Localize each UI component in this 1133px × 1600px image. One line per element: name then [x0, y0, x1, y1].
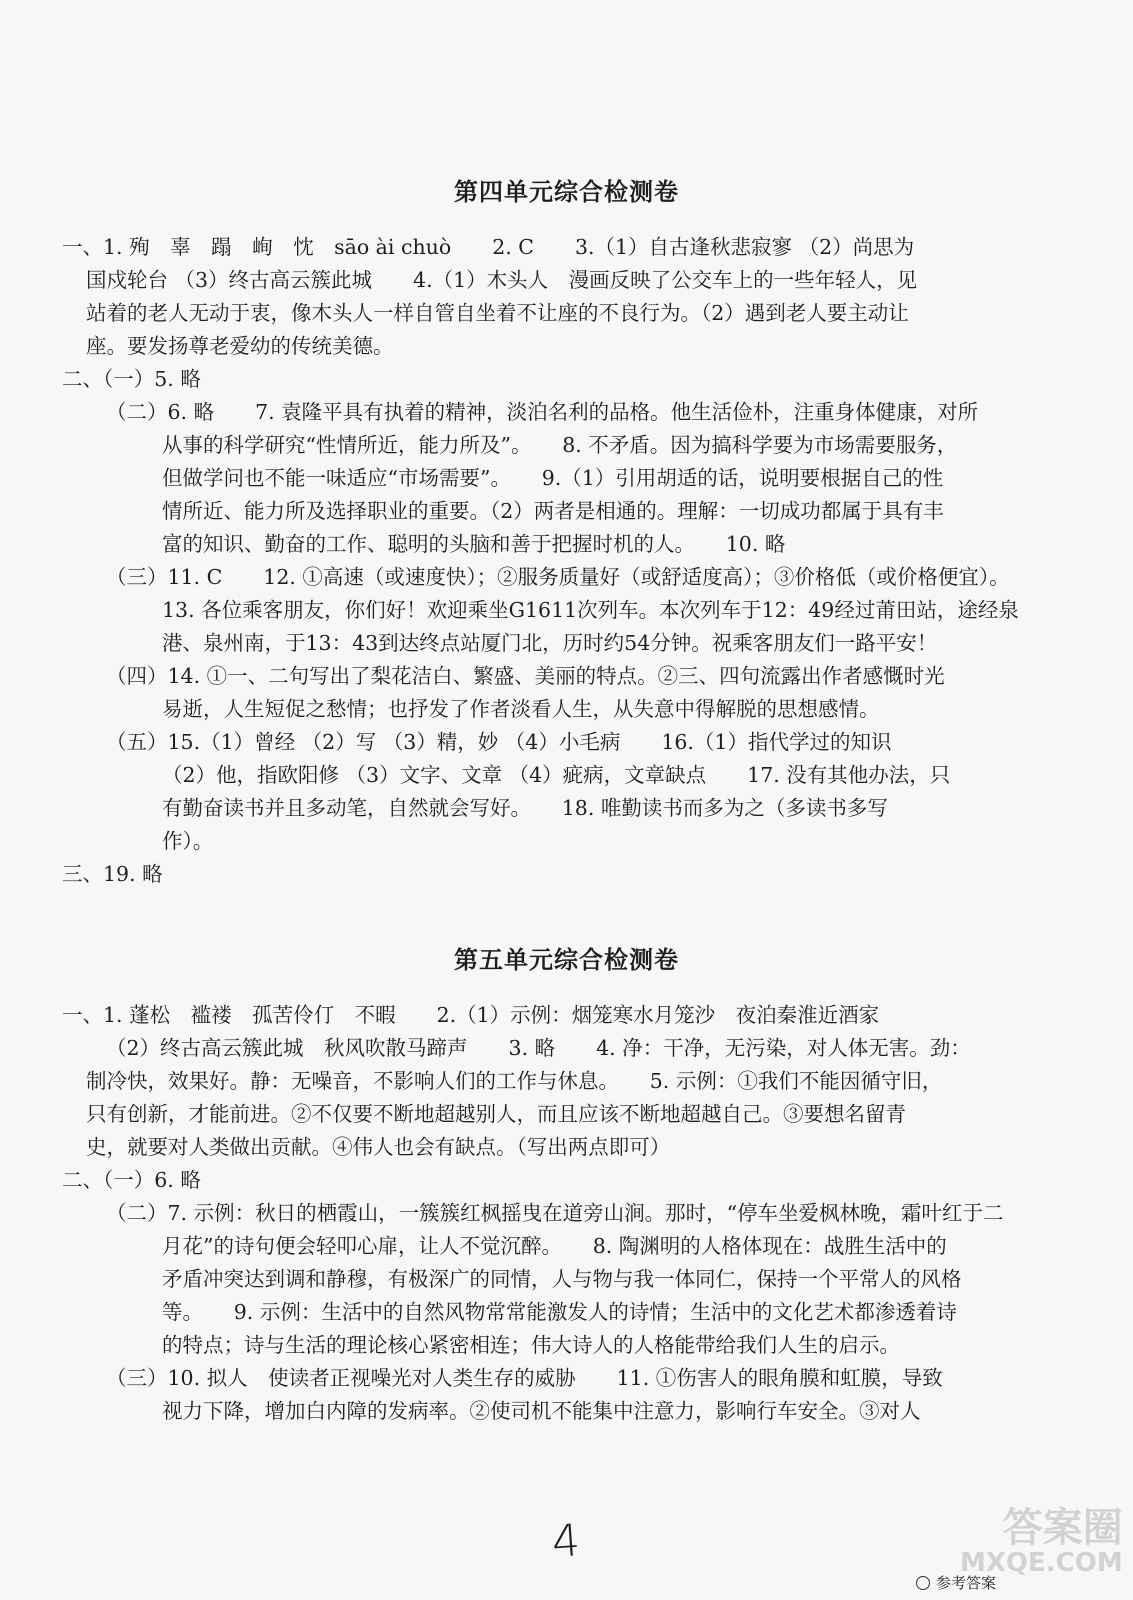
unit5-title: 第五单元综合检测卷: [454, 946, 679, 974]
unit5-line: 视力下降，增加白内障的发病率。②使司机不能集中注意力，影响行车安全。③对人: [162, 1399, 921, 1423]
unit4-line: 座。要发扬尊老爱幼的传统美德。: [86, 334, 394, 358]
unit4-line: 富的知识、勤奋的工作、聪明的头脑和善于把握时机的人。 10. 略: [162, 532, 786, 556]
unit5-line: （三）10. 拟人 使读者正视噪光对人类生存的威胁 11. ①伤害人的眼角膜和虹膜，导致: [106, 1366, 943, 1390]
unit5-line: 一、1. 蓬松 褴褛 孤苦伶仃 不暇 2.（1）示例：烟笼寒水月笼沙 夜泊秦淮近酒家: [62, 1003, 880, 1027]
unit4-line: （四）14. ①一、二句写出了梨花洁白、繁盛、美丽的特点。②三、四句流露出作者感慨时光: [106, 664, 945, 688]
unit5-line: 只有创新，才能前进。②不仅要不断地超越别人，而且应该不断地超越自己。③要想名留青: [86, 1102, 906, 1126]
unit4-line: （三）11. C 12. ①高速（或速度快）；②服务质量好（或舒适度高）；③价格低（或价格便宜）。: [106, 565, 1010, 589]
unit5-line: 月花”的诗句便会轻叩心扉，让人不觉沉醉。 8. 陶渊明的人格体现在：战胜生活中的: [162, 1234, 947, 1258]
unit4-line: 但做学问也不能一味适应“市场需要”。 9.（1）引用胡适的话，说明要根据自己的性: [162, 466, 944, 490]
unit5-line: （2）终古高云簇此城 秋风吹散马蹄声 3. 略 4. 净：干净，无污染，对人体无害。劲：: [106, 1036, 971, 1060]
watermark: [960, 1505, 1123, 1578]
unit4-line: （二）6. 略 7. 袁隆平具有执着的精神，淡泊名利的品格。他生活俭朴，注重身体健康，对所: [106, 400, 979, 424]
unit5-line: 矛盾冲突达到调和静穆，有极深广的同情，人与物与我一体同仁，保持一个平常人的风格: [162, 1267, 962, 1291]
unit4-line: 易逝，人生短促之愁情；也抒发了作者淡看人生，从失意中得解脱的思想感情。: [162, 697, 880, 721]
unit4-line: 二、（一）5. 略: [62, 367, 201, 391]
footer-label: 参考答案: [936, 1574, 997, 1592]
unit5-line: 的特点；诗与生活的理论核心紧密相连；伟大诗人的人格能带给我们人生的启示。: [162, 1333, 900, 1357]
unit5-line: （二）7. 示例：秋日的栖霞山，一簇簇红枫摇曳在道旁山涧。那时，“停车坐爱枫林晚，霜叶红于二: [106, 1201, 1004, 1225]
unit4-line: 国戍轮台 （3）终古高云簇此城 4.（1）木头人 漫画反映了公交车上的一些年轻人，见: [86, 268, 918, 292]
unit5-line: 史，就要对人类做出贡献。④伟人也会有缺点。（写出两点即可）: [86, 1135, 671, 1159]
unit4-line: （五）15.（1）曾经 （2）写 （3）精，妙 （4）小毛病 16.（1）指代学过的知识: [106, 730, 892, 754]
unit4-line: 13. 各位乘客朋友，你们好！欢迎乘坐G1611次列车。本次列车于12：49经过莆田站，途经泉: [162, 598, 1019, 622]
unit4-line: 情所近、能力所及选择职业的重要。（2）两者是相通的。理解：一切成功都属于具有丰: [162, 499, 944, 523]
unit5-line: 等。 9. 示例：生活中的自然风物常常能激发人的诗情；生活中的文化艺术都渗透着诗: [162, 1300, 957, 1324]
unit4-line: 一、1. 殉 辜 蹋 峋 忱 sāo ài chuò 2. C 3.（1）自古逢秋悲寂寥 （2）尚思为: [62, 235, 915, 259]
unit5-line: 二、（一）6. 略: [62, 1168, 201, 1192]
unit4-line: 港、泉州南，于13：43到达终点站厦门北，历时约54分钟。祝乘客朋友们一路平安！: [162, 631, 938, 655]
unit4-title: 第四单元综合检测卷: [454, 178, 679, 206]
watermark-url: MXQE.COM: [960, 1548, 1123, 1578]
unit4-line: 有勤奋读书并且多动笔，自然就会写好。 18. 唯勤读书而多为之（多读书多写: [162, 796, 888, 820]
footer: [916, 1572, 996, 1593]
footer-badge-icon: [916, 1576, 930, 1590]
unit4-line: （2）他，指欧阳修 （3）文字、文章 （4）疵病，文章缺点 17. 没有其他办法，只: [162, 763, 951, 787]
unit4-line: 作）。: [162, 829, 214, 853]
unit4-line: 站着的老人无动于衷，像木头人一样自管自坐着不让座的不良行为。（2）遇到老人要主动让: [86, 301, 909, 325]
watermark-text: 答案圈: [1002, 1505, 1123, 1551]
unit4-line: 三、19. 略: [62, 862, 163, 886]
handwritten-page-number: 4: [550, 1515, 582, 1568]
unit5-line: 制冷快，效果好。静：无噪音，不影响人们的工作与休息。 5. 示例：①我们不能因循守旧，: [86, 1069, 943, 1093]
unit4-line: 从事的科学研究“性情所近，能力所及”。 8. 不矛盾。因为搞科学要为市场需要服务，: [162, 433, 958, 457]
